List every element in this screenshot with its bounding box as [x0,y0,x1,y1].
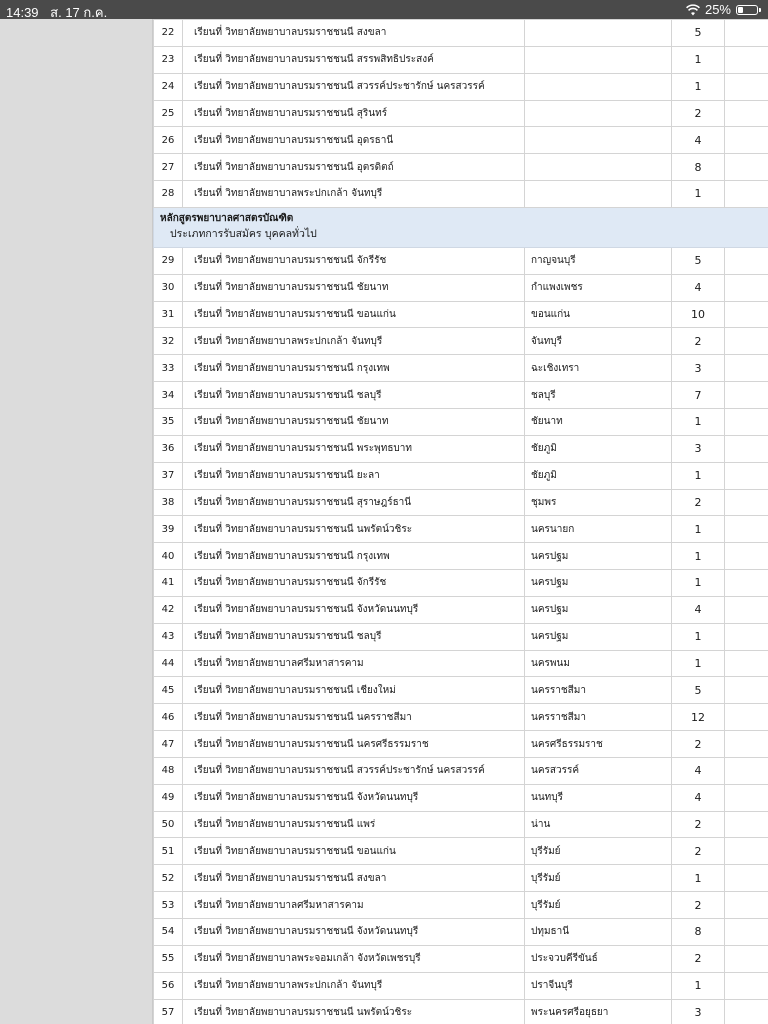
table-row [154,865,768,892]
extra-cell [725,570,768,597]
college-name: เรียนที่ วิทยาลัยพยาบาลบรมราชชนนี นพรัตน์วชิระ [183,516,525,543]
province: นครปฐม [525,570,672,597]
extra-cell [725,892,768,919]
row-number: 25 [154,100,183,127]
table-row [154,328,768,355]
college-name: เรียนที่ วิทยาลัยพยาบาลบรมราชชนนี สรรพสิทธิประสงค์ [183,46,525,73]
table-row [154,999,768,1024]
row-number: 48 [154,757,183,784]
college-name: เรียนที่ วิทยาลัยพยาบาลบรมราชชนนี จังหวัดนนทบุรี [183,919,525,946]
extra-cell [725,704,768,731]
college-name: เรียนที่ วิทยาลัยพยาบาลบรมราชชนนี จังหวัดนนทบุรี [183,784,525,811]
college-name: เรียนที่ วิทยาลัยพยาบาลบรมราชชนนี สุราษฎร์ธานี [183,489,525,516]
seat-count: 1 [672,462,725,489]
row-number: 23 [154,46,183,73]
row-number: 52 [154,865,183,892]
table-row [154,382,768,409]
province: กาญจนบุรี [525,247,672,274]
row-number: 27 [154,154,183,181]
seat-count: 4 [672,274,725,301]
extra-cell [725,516,768,543]
seat-count: 1 [672,650,725,677]
row-number: 28 [154,181,183,208]
row-number: 39 [154,516,183,543]
extra-cell [725,408,768,435]
province: นครราชสีมา [525,704,672,731]
college-name: เรียนที่ วิทยาลัยพยาบาลบรมราชชนนี สงขลา [183,865,525,892]
table-row [154,543,768,570]
province: ปราจีนบุรี [525,972,672,999]
table-row [154,489,768,516]
row-number: 53 [154,892,183,919]
section-title: หลักสูตรพยาบาลศาสตรบัณฑิต [160,213,294,225]
row-number: 33 [154,355,183,382]
seat-count: 4 [672,127,725,154]
province [525,46,672,73]
table-row [154,838,768,865]
extra-cell [725,382,768,409]
table-row [154,247,768,274]
table-row [154,784,768,811]
province: นครนายก [525,516,672,543]
college-name: เรียนที่ วิทยาลัยพยาบาลศรีมหาสารคาม [183,892,525,919]
row-number: 24 [154,73,183,100]
row-number: 54 [154,919,183,946]
college-name: เรียนที่ วิทยาลัยพยาบาลบรมราชชนนี นพรัตน์วชิระ [183,999,525,1024]
section-header [154,207,768,247]
college-name: เรียนที่ วิทยาลัยพยาบาลบรมราชชนนี สงขลา [183,20,525,47]
college-name: เรียนที่ วิทยาลัยพยาบาลบรมราชชนนี จักรีรัช [183,570,525,597]
table-row [154,73,768,100]
province: ประจวบคีรีขันธ์ [525,945,672,972]
status-time: 14:39 [6,5,39,20]
row-number: 22 [154,20,183,47]
province: น่าน [525,811,672,838]
college-name: เรียนที่ วิทยาลัยพยาบาลบรมราชชนนี กรุงเทพ [183,543,525,570]
college-name: เรียนที่ วิทยาลัยพยาบาลบรมราชชนนี สวรรค์ประชารักษ์ นครสวรรค์ [183,757,525,784]
status-date: ส. 17 ก.ค. [50,5,108,20]
row-number: 46 [154,704,183,731]
college-name: เรียนที่ วิทยาลัยพยาบาลพระปกเกล้า จันทบุรี [183,328,525,355]
table-row [154,100,768,127]
extra-cell [725,181,768,208]
college-name: เรียนที่ วิทยาลัยพยาบาลบรมราชชนนี จังหวัดนนทบุรี [183,596,525,623]
table-row [154,408,768,435]
province: ฉะเชิงเทรา [525,355,672,382]
extra-cell [725,623,768,650]
row-number: 55 [154,945,183,972]
table-row [154,945,768,972]
seat-count: 1 [672,865,725,892]
row-number: 40 [154,543,183,570]
seat-count: 1 [672,972,725,999]
college-name: เรียนที่ วิทยาลัยพยาบาลบรมราชชนนี ขอนแก่น [183,301,525,328]
college-name: เรียนที่ วิทยาลัยพยาบาลบรมราชชนนี จักรีรัช [183,247,525,274]
province: นครปฐม [525,623,672,650]
college-name: เรียนที่ วิทยาลัยพยาบาลบรมราชชนนี แพร่ [183,811,525,838]
college-name: เรียนที่ วิทยาลัยพยาบาลบรมราชชนนี อุดรธานี [183,127,525,154]
row-number: 29 [154,247,183,274]
extra-cell [725,489,768,516]
college-name: เรียนที่ วิทยาลัยพยาบาลพระจอมเกล้า จังหวัดเพชรบุรี [183,945,525,972]
table-row [154,462,768,489]
province [525,127,672,154]
seat-count: 4 [672,757,725,784]
extra-cell [725,100,768,127]
province: นครราชสีมา [525,677,672,704]
province: บุรีรัมย์ [525,892,672,919]
seat-count: 2 [672,731,725,758]
extra-cell [725,20,768,47]
table-row [154,972,768,999]
extra-cell [725,274,768,301]
row-number: 45 [154,677,183,704]
table-row [154,570,768,597]
extra-cell [725,247,768,274]
college-name: เรียนที่ วิทยาลัยพยาบาลพระปกเกล้า จันทบุรี [183,181,525,208]
province [525,154,672,181]
row-number: 30 [154,274,183,301]
row-number: 47 [154,731,183,758]
province: ชุมพร [525,489,672,516]
row-number: 51 [154,838,183,865]
row-number: 31 [154,301,183,328]
province: นครสวรรค์ [525,757,672,784]
extra-cell [725,462,768,489]
table-row [154,892,768,919]
seat-count: 2 [672,328,725,355]
extra-cell [725,838,768,865]
row-number: 37 [154,462,183,489]
seat-count: 1 [672,623,725,650]
table-row [154,757,768,784]
seat-count: 1 [672,570,725,597]
seat-count: 1 [672,73,725,100]
table-row [154,596,768,623]
extra-cell [725,46,768,73]
row-number: 49 [154,784,183,811]
college-name: เรียนที่ วิทยาลัยพยาบาลพระปกเกล้า จันทบุรี [183,972,525,999]
extra-cell [725,999,768,1024]
extra-cell [725,811,768,838]
seat-count: 1 [672,516,725,543]
document-page [152,19,768,1024]
college-name: เรียนที่ วิทยาลัยพยาบาลบรมราชชนนี ขอนแก่น [183,838,525,865]
table-row [154,731,768,758]
province: ชัยนาท [525,408,672,435]
extra-cell [725,972,768,999]
table-row [154,516,768,543]
extra-cell [725,731,768,758]
row-number: 44 [154,650,183,677]
table-row [154,650,768,677]
seat-count: 8 [672,154,725,181]
province [525,20,672,47]
extra-cell [725,355,768,382]
row-number: 26 [154,127,183,154]
seat-count: 8 [672,919,725,946]
extra-cell [725,435,768,462]
province: ชลบุรี [525,382,672,409]
college-name: เรียนที่ วิทยาลัยพยาบาลบรมราชชนนี กรุงเทพ [183,355,525,382]
seat-count: 5 [672,20,725,47]
province: บุรีรัมย์ [525,838,672,865]
row-number: 38 [154,489,183,516]
row-number: 42 [154,596,183,623]
seat-count: 1 [672,181,725,208]
seat-count: 2 [672,838,725,865]
row-number: 35 [154,408,183,435]
table-row [154,301,768,328]
province: ปทุมธานี [525,919,672,946]
seat-count: 1 [672,46,725,73]
row-number: 41 [154,570,183,597]
province [525,73,672,100]
extra-cell [725,73,768,100]
extra-cell [725,650,768,677]
seat-count: 2 [672,945,725,972]
province: ชัยภูมิ [525,435,672,462]
row-number: 34 [154,382,183,409]
battery-icon [736,5,758,15]
table-row [154,623,768,650]
extra-cell [725,543,768,570]
seat-count: 2 [672,811,725,838]
row-number: 43 [154,623,183,650]
row-number: 36 [154,435,183,462]
college-name: เรียนที่ วิทยาลัยพยาบาลศรีมหาสารคาม [183,650,525,677]
table-row [154,20,768,47]
table-row [154,704,768,731]
province: จันทบุรี [525,328,672,355]
college-name: เรียนที่ วิทยาลัยพยาบาลบรมราชชนนี เชียงใหม่ [183,677,525,704]
row-number: 32 [154,328,183,355]
province: กำแพงเพชร [525,274,672,301]
table-row [154,274,768,301]
college-name: เรียนที่ วิทยาลัยพยาบาลบรมราชชนนี พระพุทธบาท [183,435,525,462]
extra-cell [725,784,768,811]
row-number: 56 [154,972,183,999]
table-row [154,127,768,154]
college-name: เรียนที่ วิทยาลัยพยาบาลบรมราชชนนี สวรรค์ประชารักษ์ นครสวรรค์ [183,73,525,100]
row-number: 50 [154,811,183,838]
seat-count: 2 [672,489,725,516]
extra-cell [725,865,768,892]
province: นนทบุรี [525,784,672,811]
wifi-icon [686,4,700,16]
table-row [154,46,768,73]
table-row [154,154,768,181]
table-row [154,435,768,462]
battery-percent: 25% [704,2,731,17]
extra-cell [725,757,768,784]
extra-cell [725,328,768,355]
seat-count: 1 [672,543,725,570]
seat-count: 12 [672,704,725,731]
seat-count: 1 [672,408,725,435]
province [525,100,672,127]
extra-cell [725,596,768,623]
college-name: เรียนที่ วิทยาลัยพยาบาลบรมราชชนนี อุตรดิตถ์ [183,154,525,181]
seat-count: 4 [672,784,725,811]
college-name: เรียนที่ วิทยาลัยพยาบาลบรมราชชนนี ยะลา [183,462,525,489]
province: ชัยภูมิ [525,462,672,489]
extra-cell [725,127,768,154]
seat-count: 5 [672,247,725,274]
seat-count: 5 [672,677,725,704]
province: บุรีรัมย์ [525,865,672,892]
province: นครปฐม [525,596,672,623]
seat-count: 4 [672,596,725,623]
seat-count: 3 [672,355,725,382]
table-row [154,811,768,838]
extra-cell [725,677,768,704]
section-subtitle: ประเภทการรับสมัคร บุคคลทั่วไป [170,228,317,241]
seat-count: 3 [672,999,725,1024]
seat-count: 10 [672,301,725,328]
province: นครศรีธรรมราช [525,731,672,758]
college-name: เรียนที่ วิทยาลัยพยาบาลบรมราชชนนี ชลบุรี [183,382,525,409]
college-name: เรียนที่ วิทยาลัยพยาบาลบรมราชชนนี ชลบุรี [183,623,525,650]
college-name: เรียนที่ วิทยาลัยพยาบาลบรมราชชนนี สุรินทร์ [183,100,525,127]
college-name: เรียนที่ วิทยาลัยพยาบาลบรมราชชนนี ชัยนาท [183,274,525,301]
province: ขอนแก่น [525,301,672,328]
extra-cell [725,919,768,946]
college-name: เรียนที่ วิทยาลัยพยาบาลบรมราชชนนี ชัยนาท [183,408,525,435]
table-row [154,181,768,208]
extra-cell [725,154,768,181]
seat-count: 2 [672,100,725,127]
province: นครพนม [525,650,672,677]
admission-table [153,19,768,1024]
extra-cell [725,301,768,328]
province [525,181,672,208]
province: นครปฐม [525,543,672,570]
row-number: 57 [154,999,183,1024]
table-row [154,355,768,382]
college-name: เรียนที่ วิทยาลัยพยาบาลบรมราชชนนี นครราชสีมา [183,704,525,731]
province: พระนครศรีอยุธยา [525,999,672,1024]
extra-cell [725,945,768,972]
seat-count: 3 [672,435,725,462]
status-bar [0,0,768,19]
table-row [154,919,768,946]
college-name: เรียนที่ วิทยาลัยพยาบาลบรมราชชนนี นครศรีธรรมราช [183,731,525,758]
table-row [154,677,768,704]
seat-count: 2 [672,892,725,919]
seat-count: 7 [672,382,725,409]
